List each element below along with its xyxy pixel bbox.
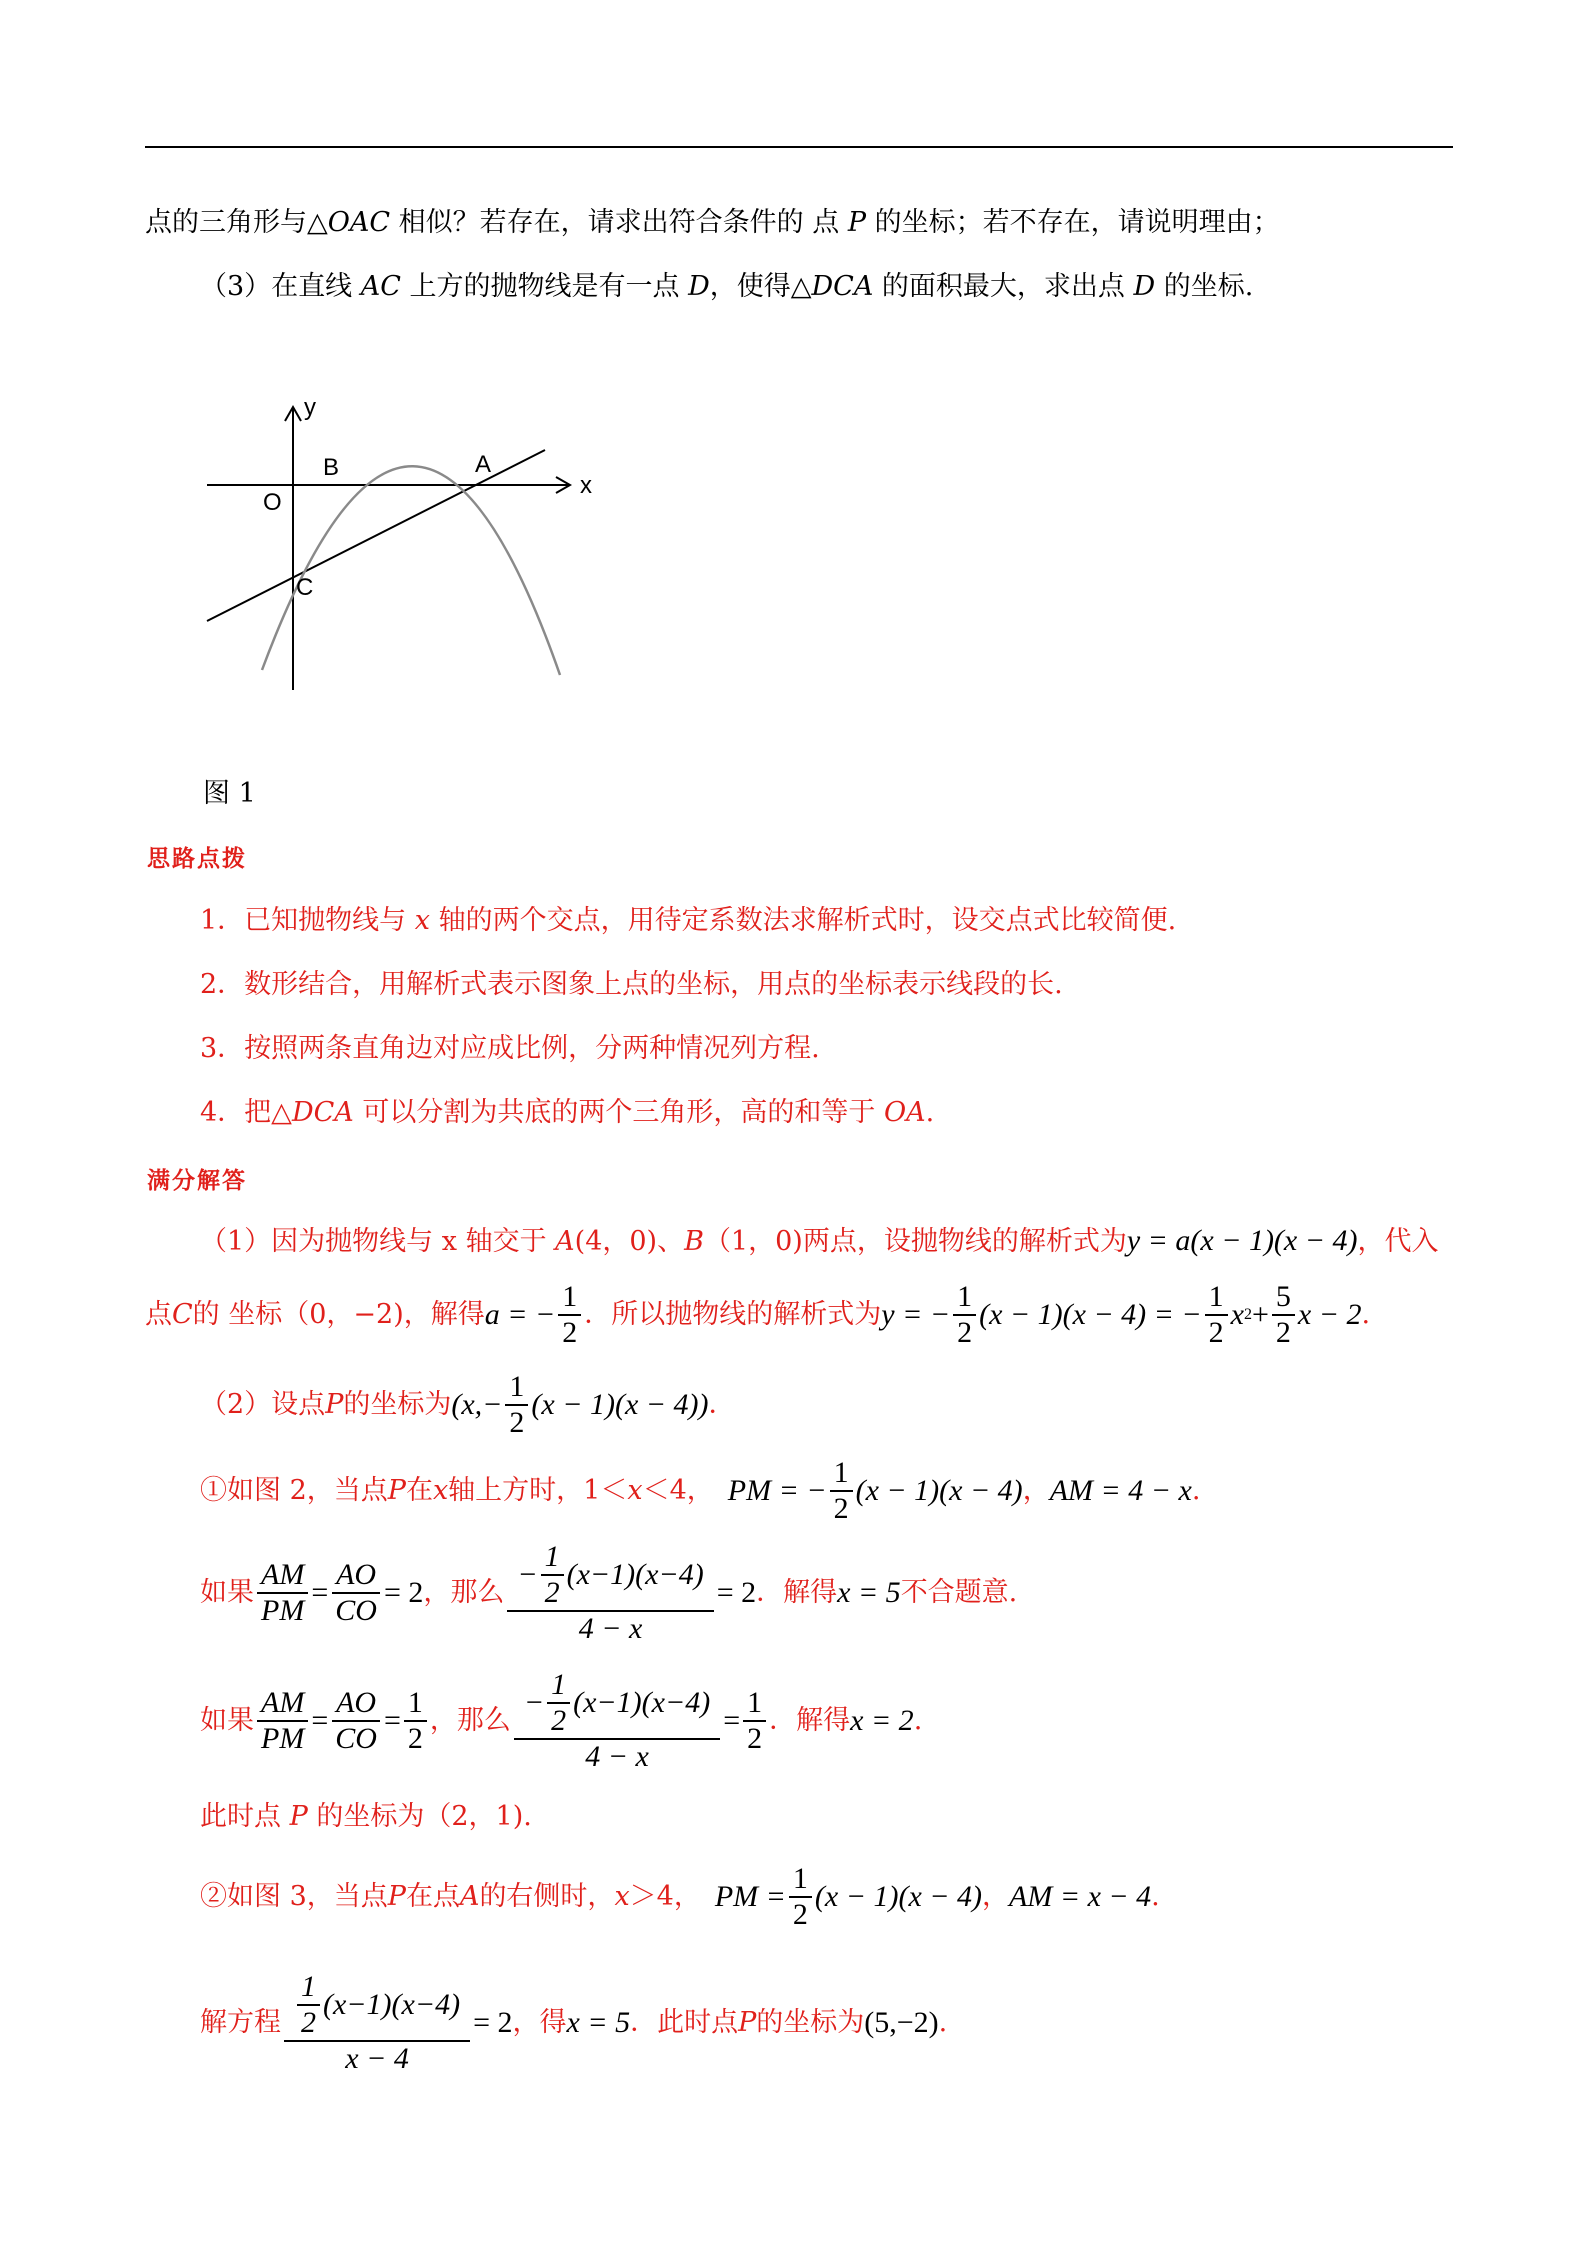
point-b-label: B bbox=[323, 454, 340, 481]
text: PM = bbox=[714, 1880, 786, 1913]
formula-p-coord bbox=[451, 1370, 708, 1440]
header-rule bbox=[145, 146, 1453, 148]
denominator: 2 bbox=[1208, 1316, 1224, 1349]
text: （3）在直线 bbox=[200, 271, 361, 302]
text: 此时点 bbox=[200, 1801, 290, 1832]
fraction bbox=[830, 1456, 853, 1526]
text: ，使得△ bbox=[709, 271, 812, 302]
text: ，那么 bbox=[429, 1705, 511, 1736]
origin-label: O bbox=[263, 489, 282, 516]
text: ， bbox=[1022, 1475, 1050, 1506]
text: = 2 bbox=[383, 1576, 424, 1609]
fraction bbox=[507, 1540, 713, 1646]
math-var: A bbox=[555, 1226, 575, 1257]
numerator: − $\frac{1}{2}$ (x−1)(x−4) bbox=[514, 1668, 720, 1740]
solution-line-8 bbox=[200, 1862, 1160, 1932]
numerator: AM bbox=[257, 1558, 308, 1594]
text: 在 bbox=[405, 1475, 433, 1506]
text: (x−1)(x−4) bbox=[573, 1686, 711, 1719]
formula: y = a(x − 1)(x − 4) bbox=[1126, 1224, 1358, 1257]
math-var: x bbox=[614, 1881, 630, 1912]
hints-heading: 思路点拨 bbox=[147, 846, 247, 872]
formula-a bbox=[485, 1280, 585, 1350]
text: . bbox=[938, 2007, 948, 2038]
numerator: 1 bbox=[297, 1970, 320, 2006]
denominator: 2 bbox=[1275, 1316, 1291, 1349]
denominator: 2 bbox=[792, 1898, 808, 1931]
text: 上方的抛物线是有一点 bbox=[400, 271, 689, 302]
formula-am-2: AM = x − 4 bbox=[1009, 1880, 1152, 1913]
fraction bbox=[789, 1862, 812, 1932]
text: = 2 bbox=[716, 1576, 757, 1609]
text: 的坐标；若不存在，请说明理由； bbox=[865, 207, 1280, 238]
point-a-label: A bbox=[475, 451, 492, 478]
problem-line-1 bbox=[145, 206, 1280, 240]
formula-eq-final bbox=[281, 1970, 513, 2076]
numerator: − $\frac{1}{2}$ (x−1)(x−4) bbox=[507, 1540, 713, 1612]
math-var: P bbox=[387, 1475, 406, 1506]
numerator: AO bbox=[332, 1558, 380, 1594]
math-var: P bbox=[387, 1881, 406, 1912]
denominator: x − 4 bbox=[345, 2042, 409, 2075]
fraction bbox=[1272, 1280, 1295, 1350]
numerator: 1 bbox=[1205, 1280, 1228, 1316]
formula-eq-2 bbox=[504, 1540, 756, 1646]
text: a = − bbox=[484, 1298, 556, 1331]
text: 轴上方时，1＜ bbox=[448, 1475, 628, 1506]
parabola-figure bbox=[200, 385, 620, 705]
text: ．解得 bbox=[769, 1705, 851, 1736]
text: (x − 1)(x − 4)) bbox=[531, 1388, 709, 1421]
fraction bbox=[297, 1970, 320, 2040]
text: 不合题意. bbox=[900, 1577, 1018, 1608]
text: 轴的两个交点，用待定系数法求解析式时，设交点式比较简便. bbox=[430, 905, 1177, 936]
numerator: 1 bbox=[830, 1456, 853, 1492]
text: 的 坐标（0，−2)，解得 bbox=[192, 1299, 485, 1330]
text: ．此时点 bbox=[630, 2007, 739, 2038]
numerator: 5 bbox=[1272, 1280, 1295, 1316]
text: （1）因为抛物线与 x 轴交于 bbox=[200, 1226, 556, 1257]
text: ＜4， bbox=[642, 1475, 714, 1506]
formula-am: AM = 4 − x bbox=[1049, 1474, 1192, 1507]
numerator: 1 bbox=[953, 1280, 976, 1316]
math-var: B bbox=[684, 1226, 704, 1257]
text: (4，0)、 bbox=[574, 1226, 685, 1257]
formula-pm bbox=[728, 1456, 1023, 1526]
denominator: 4 − x bbox=[578, 1612, 643, 1645]
math-var: P bbox=[289, 1801, 308, 1832]
text: 如果 bbox=[200, 1577, 254, 1608]
point-c-label: C bbox=[296, 574, 314, 601]
fraction bbox=[404, 1686, 427, 1756]
hint-4 bbox=[200, 1096, 934, 1130]
text: 的坐标为 bbox=[343, 1389, 452, 1420]
denominator: 4 − x bbox=[585, 1740, 649, 1773]
solution-line-2 bbox=[145, 1280, 1370, 1350]
formula: x = 2 bbox=[850, 1704, 914, 1737]
numerator: 1 bbox=[547, 1668, 570, 1704]
fraction bbox=[558, 1280, 581, 1350]
denominator: 2 bbox=[957, 1316, 973, 1349]
fraction bbox=[331, 1558, 381, 1628]
fraction bbox=[505, 1370, 528, 1440]
text: 点 bbox=[145, 1299, 172, 1330]
text: ②如图 3，当点 bbox=[200, 1881, 388, 1912]
text: 点的三角形与 bbox=[145, 207, 307, 238]
denominator: 2 bbox=[509, 1406, 525, 1439]
text: (x−1)(x−4) bbox=[323, 1988, 461, 2021]
math-var: DCA bbox=[811, 271, 874, 302]
text: . bbox=[925, 1097, 935, 1128]
formula-eq-half: − $\frac{1}{2}$ (x−1)(x−4) 4 − x = $\frac{1}{2}$ bbox=[511, 1668, 769, 1774]
text: ， bbox=[982, 1881, 1010, 1912]
denominator: 2 bbox=[562, 1316, 578, 1349]
text: x − 2 bbox=[1297, 1298, 1362, 1331]
text: 的面积最大，求出点 bbox=[873, 271, 1134, 302]
text: 的坐标为（2，1). bbox=[307, 1801, 532, 1832]
text: . bbox=[913, 1705, 923, 1736]
text: ①如图 2，当点 bbox=[200, 1475, 388, 1506]
numerator: 1 bbox=[505, 1370, 528, 1406]
math-var: x bbox=[414, 905, 430, 936]
denominator: 2 bbox=[833, 1492, 849, 1525]
hint-2: 2．数形结合，用解析式表示图象上点的坐标，用点的坐标表示线段的长. bbox=[200, 969, 1063, 1000]
text: (x,− bbox=[451, 1388, 503, 1421]
math-var: P bbox=[847, 207, 866, 238]
solution-line-7 bbox=[200, 1800, 532, 1834]
math-var: DCA bbox=[291, 1097, 354, 1128]
hint-3: 3．按照两条直角边对应成比例，分两种情况列方程. bbox=[200, 1033, 820, 1064]
solution-heading: 满分解答 bbox=[147, 1168, 247, 1194]
numerator: 1 bbox=[789, 1862, 812, 1898]
hint-1 bbox=[200, 904, 1176, 938]
formula-coord: (5,−2) bbox=[864, 2006, 939, 2039]
y-label: y bbox=[304, 394, 316, 421]
math-var: P bbox=[738, 2007, 757, 2038]
denominator: 2 bbox=[407, 1722, 423, 1755]
math-var: A bbox=[459, 1881, 480, 1912]
fraction bbox=[514, 1668, 720, 1774]
text: ．解得 bbox=[756, 1577, 838, 1608]
fraction bbox=[541, 1540, 564, 1610]
math-var: P bbox=[325, 1389, 344, 1420]
text: (x − 1)(x − 4) = − bbox=[979, 1298, 1202, 1331]
denominator: 2 bbox=[544, 1576, 560, 1609]
text: ＞4， bbox=[629, 1881, 701, 1912]
math-var: AC bbox=[360, 271, 401, 302]
denominator: 2 bbox=[301, 2006, 316, 2039]
math-var: D bbox=[1133, 271, 1156, 302]
solution-line-1 bbox=[200, 1224, 1438, 1259]
text: 在点 bbox=[405, 1881, 460, 1912]
fraction bbox=[953, 1280, 976, 1350]
text: 相似？若存在，请求出符合条件的 点 bbox=[390, 207, 848, 238]
math-var: OAC bbox=[327, 207, 391, 238]
text: 4．把△ bbox=[200, 1097, 292, 1128]
text: . bbox=[1361, 1299, 1371, 1330]
triangle-symbol: △ bbox=[307, 207, 328, 238]
math-var: D bbox=[688, 271, 710, 302]
numerator: 1 bbox=[541, 1540, 564, 1576]
solution-line-6 bbox=[200, 1668, 922, 1774]
text: （1，0)两点，设抛物线的解析式为 bbox=[703, 1226, 1127, 1257]
fraction bbox=[257, 1558, 308, 1628]
exponent: 2 bbox=[1244, 1306, 1252, 1323]
solution-line-9 bbox=[200, 1970, 947, 2076]
numerator: 1 bbox=[743, 1686, 766, 1722]
text: . bbox=[1151, 1881, 1160, 1912]
denominator: PM bbox=[261, 1594, 305, 1627]
numerator: AO bbox=[332, 1686, 380, 1722]
text: . bbox=[1191, 1475, 1201, 1506]
text: 的右侧时， bbox=[479, 1881, 615, 1912]
math-var: C bbox=[172, 1299, 193, 1330]
fraction bbox=[284, 1970, 470, 2076]
text: PM = − bbox=[727, 1474, 827, 1507]
formula-parabola bbox=[881, 1280, 1361, 1350]
fraction bbox=[257, 1686, 308, 1756]
denominator: 2 bbox=[747, 1722, 763, 1755]
denominator: CO bbox=[335, 1594, 377, 1627]
denominator: PM bbox=[261, 1722, 305, 1755]
text: x bbox=[1230, 1298, 1244, 1331]
denominator: CO bbox=[335, 1722, 377, 1755]
text: ，那么 bbox=[423, 1577, 505, 1608]
text: ，得 bbox=[512, 2007, 567, 2038]
text: 如果 bbox=[200, 1705, 254, 1736]
numerator: 1 bbox=[404, 1686, 427, 1722]
figure-caption: 图 1 bbox=[203, 778, 256, 809]
numerator: 1 bbox=[558, 1280, 581, 1316]
solution-line-5 bbox=[200, 1540, 1017, 1646]
line-ac bbox=[207, 450, 545, 621]
denominator: 2 bbox=[551, 1704, 567, 1737]
fraction bbox=[1205, 1280, 1228, 1350]
text: (x − 1)(x − 4) bbox=[855, 1474, 1023, 1507]
text: （2）设点 bbox=[200, 1389, 326, 1420]
text: ． bbox=[708, 1389, 736, 1420]
math-var: x bbox=[627, 1475, 643, 1506]
text: ．所以抛物线的解析式为 bbox=[584, 1299, 882, 1330]
text: 的坐标为 bbox=[756, 2007, 865, 2038]
text: + bbox=[1252, 1298, 1269, 1331]
fraction bbox=[547, 1668, 570, 1738]
formula: x = 5 bbox=[837, 1576, 901, 1609]
formula-ratio-half: $\frac{AM}{PM}$ = $\frac{AO}{CO}$ = $\frac{1}{2}$ bbox=[254, 1686, 430, 1756]
text: 解方程 bbox=[200, 2007, 281, 2038]
formula: x = 5 bbox=[566, 2006, 631, 2039]
text: 的坐标. bbox=[1155, 271, 1254, 302]
numerator bbox=[284, 1970, 470, 2042]
text: (x−1)(x−4) bbox=[566, 1558, 704, 1591]
fraction bbox=[331, 1686, 381, 1756]
fraction bbox=[743, 1686, 766, 1756]
text: ，代入 bbox=[1357, 1226, 1439, 1257]
text: (x − 1)(x − 4) bbox=[814, 1880, 983, 1913]
text: = 2 bbox=[473, 2006, 513, 2039]
numerator: AM bbox=[257, 1686, 308, 1722]
x-label: x bbox=[580, 472, 592, 499]
formula-ratio-2: $\frac{AM}{PM}$ = $\frac{AO}{CO}$ = 2 bbox=[254, 1558, 423, 1628]
text: y = − bbox=[881, 1298, 951, 1331]
formula-pm-2 bbox=[715, 1862, 982, 1932]
text: 1．已知抛物线与 bbox=[200, 905, 415, 936]
math-var: OA bbox=[883, 1097, 926, 1128]
solution-line-4 bbox=[200, 1456, 1200, 1526]
problem-line-2 bbox=[200, 270, 1253, 304]
text: 可以分割为共底的两个三角形，高的和等于 bbox=[353, 1097, 884, 1128]
solution-line-3 bbox=[200, 1370, 736, 1440]
math-var: x bbox=[432, 1475, 449, 1506]
